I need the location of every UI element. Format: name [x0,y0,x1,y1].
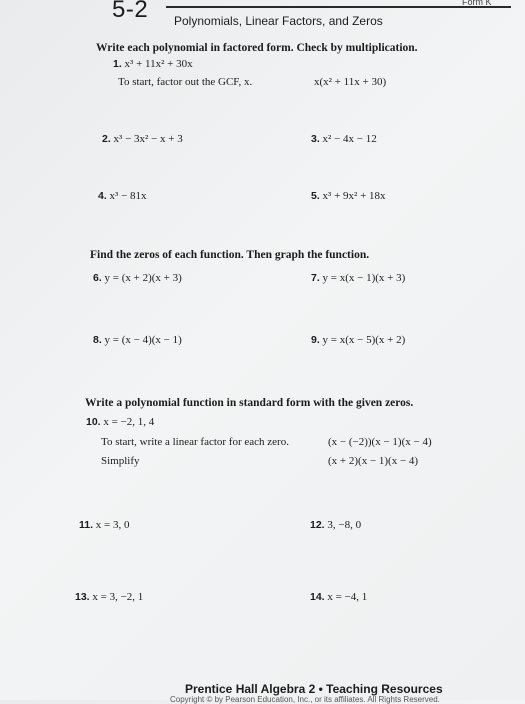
problem-10-simplify: Simplify [101,455,140,467]
problem-number: 14. [310,591,325,603]
problem-number: 12. [310,519,325,531]
problem-number: 4. [98,190,107,202]
problem-number: 5. [311,190,320,202]
header-rule [166,6,511,8]
section1-instruction: Write each polynomial in factored form. Check by multiplication. [96,42,418,54]
problem-expression: x² − 4x − 12 [322,133,377,145]
problem-number: 2. [102,133,111,145]
problem-expression: x³ + 11x² + 30x [124,58,193,70]
problem-10 [86,416,154,428]
section2-instruction: Find the zeros of each function. Then graph the function. [90,249,370,261]
problem-6 [93,272,182,284]
footer-publisher: Prentice Hall Algebra 2 • Teaching Resources [185,682,443,696]
problem-expression: x = 3, 0 [95,519,130,531]
problem-number: 13. [75,591,90,603]
problem-13 [75,591,143,603]
problem-10-hint: To start, write a linear factor for each zero. [101,436,289,448]
problem-14 [310,591,367,603]
problem-number: 1. [113,58,122,70]
problem-expression: y = x(x − 5)(x + 2) [322,334,406,346]
problem-5 [311,190,386,202]
problem-10-answer-2: (x + 2)(x − 1)(x − 4) [328,455,419,467]
problem-expression: x = −4, 1 [327,591,368,603]
worksheet-title: Polynomials, Linear Factors, and Zeros [174,14,383,28]
problem-expression: x = −2, 1, 4 [103,416,155,428]
problem-10-answer-1: (x − (−2))(x − 1)(x − 4) [328,436,432,448]
problem-expression: 3, −8, 0 [327,519,362,531]
problem-expression: y = (x + 2)(x + 3) [104,272,182,284]
problem-2 [102,133,183,145]
problem-expression: x³ − 81x [109,190,147,202]
problem-number: 11. [79,519,94,531]
problem-1 [113,58,193,70]
problem-1-answer: x(x² + 11x + 30) [314,76,387,88]
problem-9 [311,334,405,346]
problem-7 [311,272,405,284]
problem-number: 7. [311,272,320,284]
problem-number: 9. [311,334,320,346]
problem-number: 10. [86,416,101,428]
problem-4 [98,190,147,202]
problem-3 [311,133,377,145]
problem-8 [93,334,182,346]
problem-expression: x³ − 3x² − x + 3 [113,133,183,145]
footer-copyright: Copyright © by Pearson Education, Inc., or its affiliates. All Rights Reserved. [170,695,440,704]
problem-expression: y = (x − 4)(x − 1) [104,334,182,346]
problem-expression: x³ + 9x² + 18x [322,190,386,202]
problem-1-hint: To start, factor out the GCF, x. [118,76,253,88]
section3-instruction: Write a polynomial function in standard form with the given zeros. [85,397,414,409]
problem-number: 8. [93,334,102,346]
lesson-number: 5-2 [112,0,149,23]
problem-number: 6. [93,272,102,284]
problem-11 [79,519,130,531]
problem-expression: y = x(x − 1)(x + 3) [322,272,406,284]
problem-12 [310,519,361,531]
problem-expression: x = 3, −2, 1 [92,591,144,603]
problem-number: 3. [311,133,320,145]
corner-label: Form K [462,0,492,7]
